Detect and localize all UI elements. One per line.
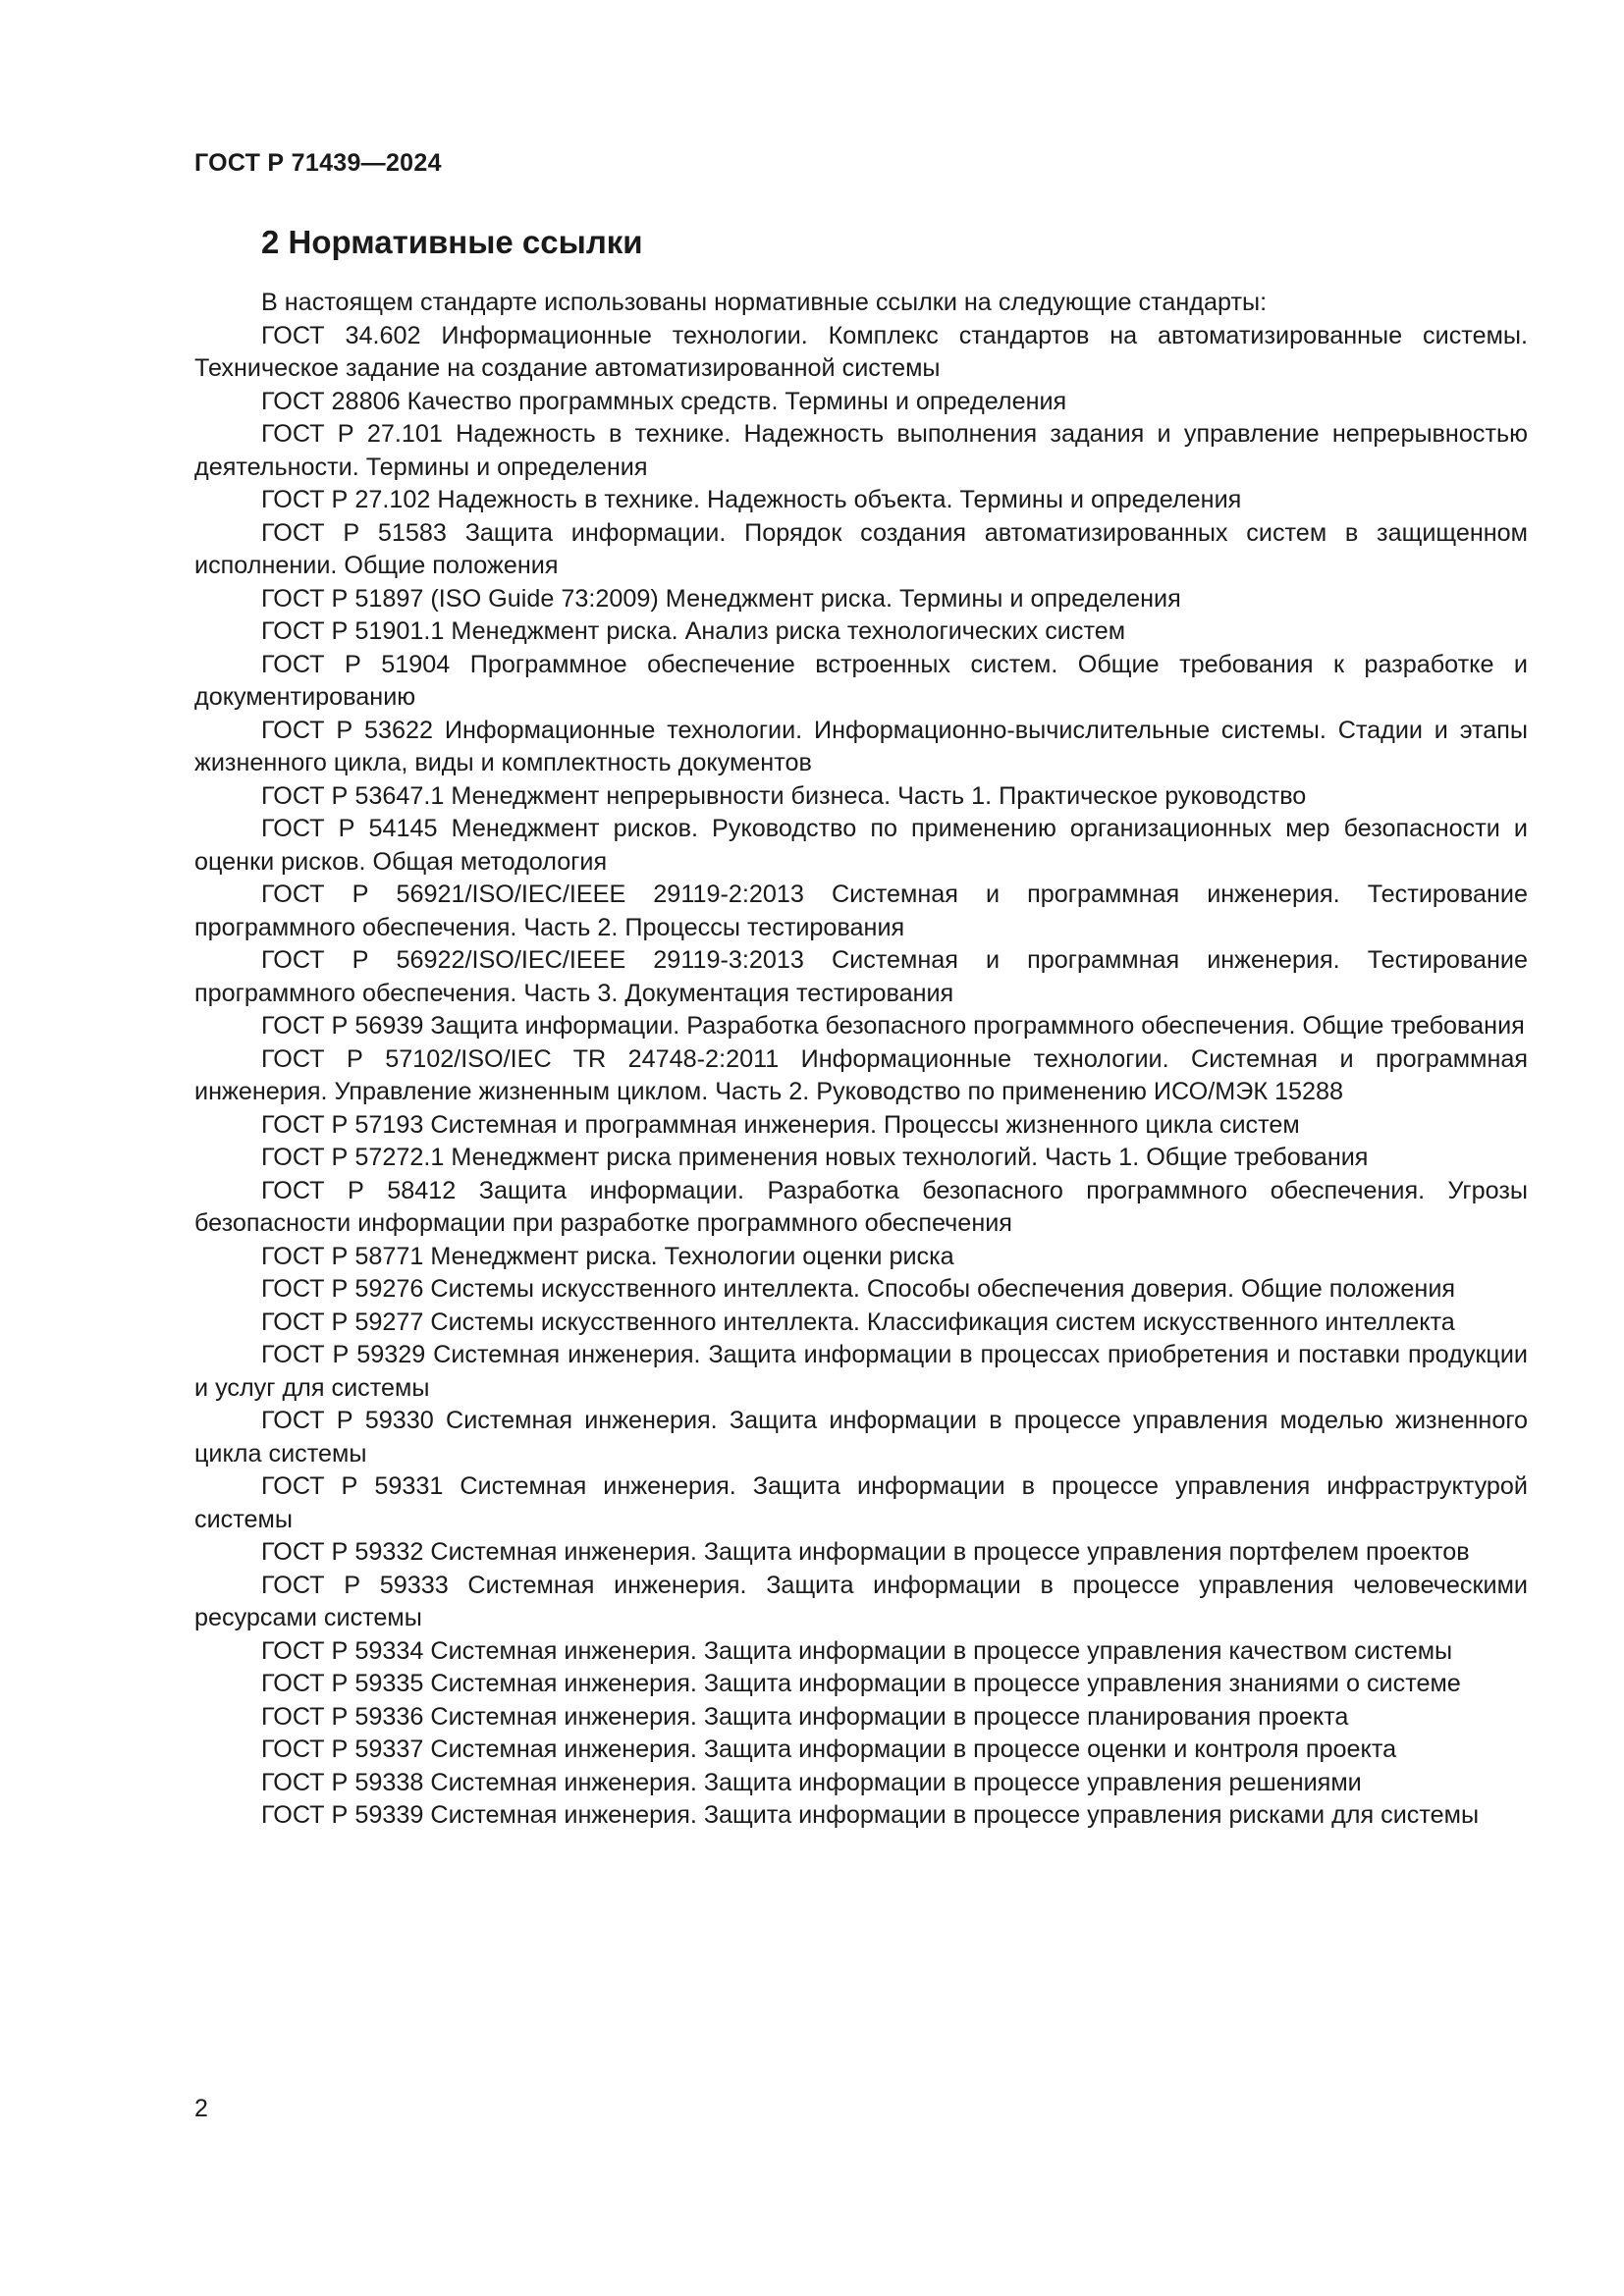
reference-item: ГОСТ Р 51583 Защита информации. Порядок создания автоматизированных систем в защищенном исполнении. Общие положения	[194, 518, 1528, 579]
reference-item: ГОСТ Р 53647.1 Менеджмент непрерывности бизнеса. Часть 1. Практическое руководство	[261, 781, 1307, 810]
reference-item: ГОСТ Р 57193 Системная и программная инженерия. Процессы жизненного цикла систем	[261, 1110, 1300, 1139]
reference-item: ГОСТ Р 59334 Системная инженерия. Защита информации в процессе управления качеством системы	[261, 1636, 1453, 1665]
reference-item: ГОСТ Р 59338 Системная инженерия. Защита информации в процессе управления решениями	[261, 1768, 1362, 1796]
reference-item: ГОСТ Р 59276 Системы искусственного интеллекта. Способы обеспечения доверия. Общие положения	[261, 1275, 1456, 1303]
reference-item: ГОСТ Р 59330 Системная инженерия. Защита информации в процессе управления моделью жизненного цикла системы	[194, 1407, 1528, 1468]
reference-item: ГОСТ Р 59277 Системы искусственного интеллекта. Классификация систем искусственного интеллекта	[261, 1308, 1455, 1336]
reference-item: ГОСТ Р 59335 Системная инженерия. Защита информации в процессе управления знаниями о системе	[261, 1670, 1461, 1697]
reference-item: ГОСТ Р 57102/ISO/IEC TR 24748-2:2011 Информационные технологии. Системная и программная инженерия. Управление жизненным циклом. Часть 2. Руководство по применению ИСО/МЭК 15288	[194, 1044, 1528, 1105]
intro-paragraph: В настоящем стандарте использованы нормативные ссылки на следующие стандарты:	[261, 289, 1268, 316]
section-body	[194, 287, 1528, 1833]
reference-item: ГОСТ Р 56922/ISO/IEC/IEEE 29119-3:2013 Системная и программная инженерия. Тестирование программного обеспечения. Часть 3. Документация тестирования	[194, 946, 1528, 1007]
reference-item: ГОСТ Р 59333 Системная инженерия. Защита информации в процессе управления человеческими ресурсами системы	[194, 1571, 1528, 1631]
reference-item: ГОСТ Р 57272.1 Менеджмент риска применения новых технологий. Часть 1. Общие требования	[261, 1144, 1369, 1171]
reference-item: ГОСТ Р 27.102 Надежность в технике. Надежность объекта. Термины и определения	[261, 486, 1242, 513]
reference-item: ГОСТ Р 56939 Защита информации. Разработка безопасного программного обеспечения. Общие требования	[261, 1012, 1525, 1040]
reference-item: ГОСТ Р 59337 Системная инженерия. Защита информации в процессе оценки и контроля проекта	[261, 1735, 1397, 1763]
reference-item: ГОСТ Р 59339 Системная инженерия. Защита информации в процессе управления рисками для системы	[261, 1801, 1480, 1829]
page-number: 2	[194, 2095, 208, 2122]
reference-item: ГОСТ Р 59336 Системная инженерия. Защита информации в процессе планирования проекта	[261, 1702, 1349, 1731]
reference-item: ГОСТ 34.602 Информационные технологии. Комплекс стандартов на автоматизированные системы. Техническое задание на создание автоматизированной системы	[194, 321, 1528, 382]
reference-item: ГОСТ Р 58412 Защита информации. Разработка безопасного программного обеспечения. Угрозы безопасности информации при разработке программного обеспечения	[194, 1176, 1528, 1237]
reference-item: ГОСТ Р 51901.1 Менеджмент риска. Анализ риска технологических систем	[261, 617, 1126, 645]
reference-item: ГОСТ Р 56921/ISO/IEC/IEEE 29119-2:2013 Системная и программная инженерия. Тестирование программного обеспечения. Часть 2. Процессы тестирования	[194, 881, 1528, 941]
reference-item: ГОСТ Р 27.101 Надежность в технике. Надежность выполнения задания и управление непрерывностью деятельности. Термины и определения	[194, 420, 1528, 481]
reference-item: ГОСТ 28806 Качество программных средств. Термины и определения	[261, 387, 1067, 415]
reference-item: ГОСТ Р 59329 Системная инженерия. Защита информации в процессах приобретения и поставки продукции и услуг для системы	[194, 1341, 1528, 1402]
section-title: 2 Нормативные ссылки	[261, 224, 643, 260]
reference-item: ГОСТ Р 54145 Менеджмент рисков. Руководство по применению организационных мер безопасности и оценки рисков. Общая методология	[194, 815, 1528, 876]
reference-item: ГОСТ Р 59332 Системная инженерия. Защита информации в процессе управления портфелем проектов	[261, 1538, 1470, 1566]
reference-item: ГОСТ Р 58771 Менеджмент риска. Технологии оценки риска	[261, 1242, 954, 1270]
reference-item: ГОСТ Р 59331 Системная инженерия. Защита информации в процессе управления инфраструктурой системы	[194, 1472, 1528, 1533]
reference-item: ГОСТ Р 51897 (ISO Guide 73:2009) Менеджмент риска. Термины и определения	[261, 584, 1181, 613]
reference-item: ГОСТ Р 53622 Информационные технологии. Информационно-вычислительные системы. Стадии и этапы жизненного цикла, виды и комплектность документов	[194, 716, 1528, 776]
document-id-header: ГОСТ Р 71439—2024	[194, 149, 442, 177]
reference-item: ГОСТ Р 51904 Программное обеспечение встроенных систем. Общие требования к разработке и документированию	[194, 650, 1528, 711]
